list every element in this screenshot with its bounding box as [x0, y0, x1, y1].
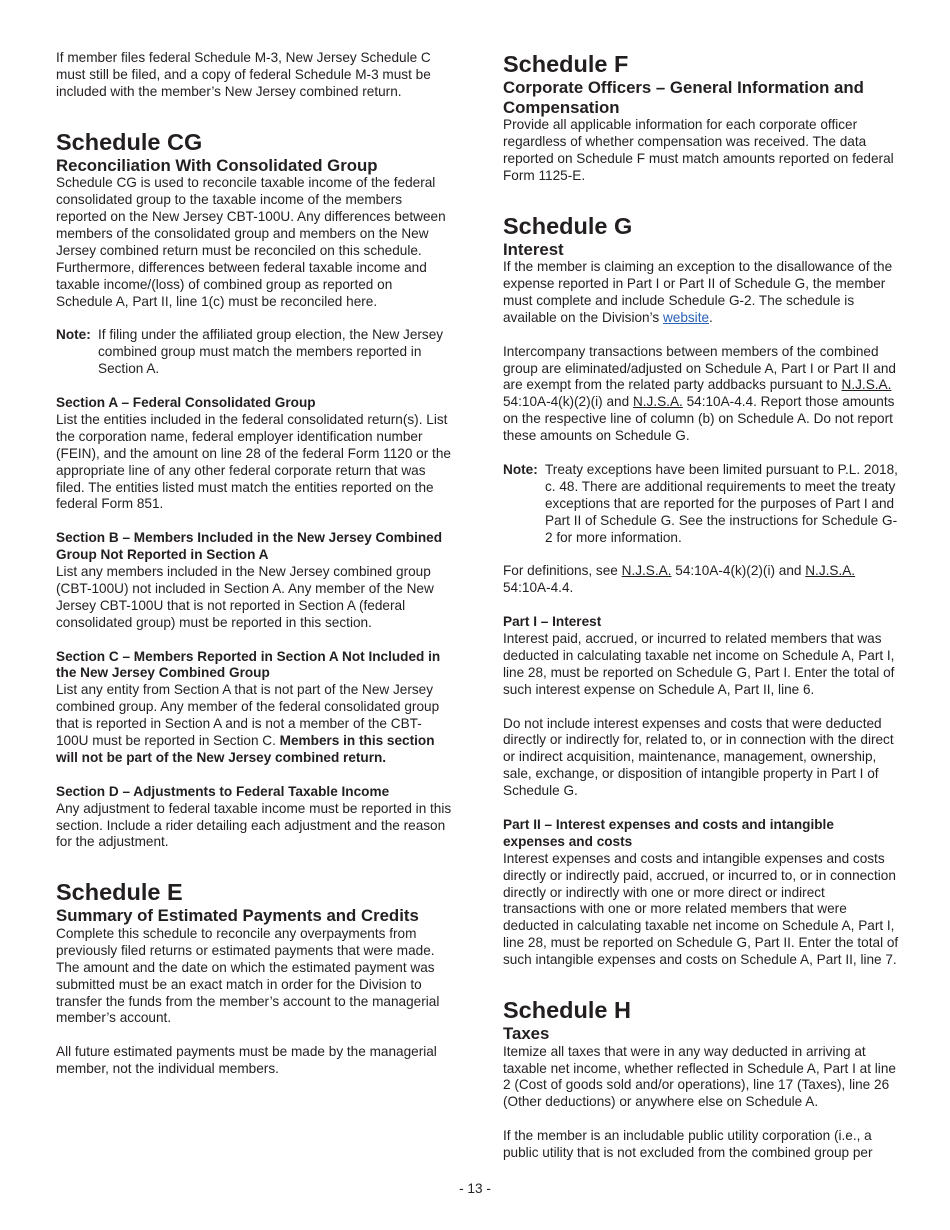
njsa-ref: N.J.S.A. [805, 563, 856, 579]
section-d-body: Any adjustment to federal taxable income must be reported in this section. Include a rider detailing each adjustment and the reason for the adjustment. [56, 800, 452, 850]
schedule-h-body-2: If the member is an includable public utility corporation (i.e., a public utility that is not excluded from the combined group per [503, 1128, 873, 1161]
schedule-e-heading: Schedule E [56, 879, 183, 906]
m3-intro-paragraph: If member files federal Schedule M-3, New Jersey Schedule C must still be filed, and a copy of federal Schedule M-3 must be included with the member’s New Jersey combined return. [56, 50, 431, 99]
right-column [503, 50, 899, 1162]
section-a-heading: Section A – Federal Consolidated Group [56, 394, 316, 410]
section-b-heading: Section B – Members Included in the New Jersey Combined Group Not Reported in Section A [56, 530, 443, 563]
schedule-h-subheading: Taxes [503, 1024, 550, 1044]
schedule-g-body [503, 259, 899, 327]
intercompany-paragraph [503, 344, 899, 445]
section-c-bold-text: Members in this section will not be part of the New Jersey combined return. [56, 733, 435, 765]
schedule-cg-body: Schedule CG is used to reconcile taxable income of the federal consolidated group to the taxable income of the members reported on the New Jersey CBT-100U. Any differences between members of the consolidated group and members on the New Jersey combined return must be reconciled on this schedule. Furthermore, differences between federal taxable income and taxable income/(loss) of combined group as reported on Schedule A, Part II, line 1(c) must be reconciled here. [56, 175, 446, 309]
part-1-body-2: Do not include interest expenses and costs that were deducted directly or indirectly for, related to, or in connection with the direct or indirect acquisition, maintenance, management, ownership, sale, exchange, or disposition of intangible property in Part I of Schedule G. [503, 715, 894, 799]
definitions-text-c: 54:10A-4.4. [503, 580, 574, 596]
definitions-paragraph [503, 563, 899, 597]
note-label: Note: [56, 327, 91, 343]
schedule-h-heading: Schedule H [503, 997, 631, 1024]
section-d-heading: Section D – Adjustments to Federal Taxable Income [56, 783, 390, 799]
note-label: Note: [503, 461, 538, 477]
section-c-text: List any entity from Section A that is not part of the New Jersey combined group. Any member of the federal consolidated group that is reported in Section A and is not a member of the CBT-100U must be reported in Section C. [56, 682, 440, 749]
schedule-f-heading: Schedule F [503, 51, 629, 77]
schedule-g-note [503, 462, 899, 547]
schedule-g-subheading: Interest [503, 239, 564, 259]
schedule-cg-note [56, 327, 452, 378]
schedule-f-subheading: Corporate Officers – General Information and Compensation [503, 78, 864, 117]
intercompany-text-a: Intercompany transactions between members of the combined group are eliminated/adjusted on Schedule A, Part I or Part II and are exempt from the related party addbacks pursuant to [503, 343, 896, 393]
section-c-heading: Section C – Members Reported in Section A Not Included in the New Jersey Combined Group [56, 648, 441, 681]
note-text: If filing under the affiliated group election, the New Jersey combined group must match the members reported in Section A. [98, 327, 444, 377]
definitions-text-b: 54:10A-4(k)(2)(i) and [671, 563, 806, 579]
schedule-e-body: Complete this schedule to reconcile any overpayments from previously filed returns or estimated payments that were made. The amount and the date on which the estimated payment was submitted must be an exact match in order for the Division to transfer the funds from the member’s account to the managerial member’s account. [56, 925, 440, 1026]
schedule-h-body: Itemize all taxes that were in any way deducted in arriving at taxable net income, whether reflected in Schedule A, Part I at line 2 (Cost of goods sold and/or operations), line 17 (Taxes), line 26 (Other deductions) or anywhere else on Schedule A. [503, 1043, 896, 1110]
schedule-cg-heading: Schedule CG [56, 128, 203, 155]
schedule-g-body-end: . [709, 309, 713, 325]
website-link[interactable]: website [662, 309, 710, 325]
schedule-cg-subheading: Reconciliation With Consolidated Group [56, 155, 378, 175]
page-number: - 13 - [459, 1181, 491, 1196]
njsa-ref: N.J.S.A. [841, 377, 892, 393]
section-a-body: List the entities included in the federal consolidated return(s). List the corporation name, federal employer identification number (FEIN), and the amount on line 28 of the federal Form 1120 or the appropriate line of any other federal corporate return that was filed. The entities listed must match the entities reported on the federal Form 851. [56, 411, 451, 512]
schedule-g-heading: Schedule G [503, 212, 633, 239]
njsa-ref: N.J.S.A. [621, 563, 672, 579]
intercompany-text-c: 54:10A-4.4. Report those amounts on the respective line of column (b) on Schedule A. Do not report these amounts on Schedule G. [503, 394, 895, 444]
njsa-ref: N.J.S.A. [632, 394, 683, 410]
part-1-body: Interest paid, accrued, or incurred to related members that was deducted in calculating taxable net income on Schedule A, Part I, line 28, must be reported on Schedule G, Part I. Enter the total of such interest expense on Schedule A, Part II, line 6. [503, 631, 895, 697]
intercompany-text-b: 54:10A-4(k)(2)(i) and [503, 394, 633, 410]
schedule-e-body-2: All future estimated payments must be made by the managerial member, not the individual members. [56, 1044, 437, 1077]
schedule-g-body-text: If the member is claiming an exception to the disallowance of the expense reported in Part I or Part II of Schedule G, the member must complete and include Schedule G-2. The schedule is available on the Division’s [503, 259, 893, 325]
section-c-body [56, 682, 452, 767]
part-2-body: Interest expenses and costs and intangible expenses and costs directly or indirectly paid, accrued, or incurred to, or in connection directly or indirectly with one or more direct or indirect transactions with one or more related members that were deducted in calculating taxable net income on Schedule A, Part I, line 28, must be reported on Schedule G, Part II. Enter the total of such intangible expenses and costs on Schedule A, Part II, line 7. [503, 850, 899, 968]
schedule-f-body: Provide all applicable information for each corporate officer regardless of whether compensation was received. The data reported on Schedule F must match amounts reported on federal Form 1125-E. [503, 117, 894, 183]
definitions-text-a: For definitions, see [503, 563, 622, 579]
section-b-body: List any members included in the New Jersey combined group (CBT-100U) not included in Section A. Any member of the New Jersey CBT-100U that is not reported in Section A (federal consolidated group) must be reported in this section. [56, 564, 434, 630]
left-column [56, 50, 452, 1078]
schedule-e-subheading: Summary of Estimated Payments and Credits [56, 906, 419, 926]
part-2-heading: Part II – Interest expenses and costs and intangible expenses and costs [503, 816, 834, 849]
note-text: Treaty exceptions have been limited pursuant to P.L. 2018, c. 48. There are additional requirements to meet the treaty exceptions that are reported for the purposes of Part I and Part II of Schedule G. See the instructions for Schedule G-2 for more information. [545, 461, 898, 545]
part-1-heading: Part I – Interest [503, 614, 602, 630]
